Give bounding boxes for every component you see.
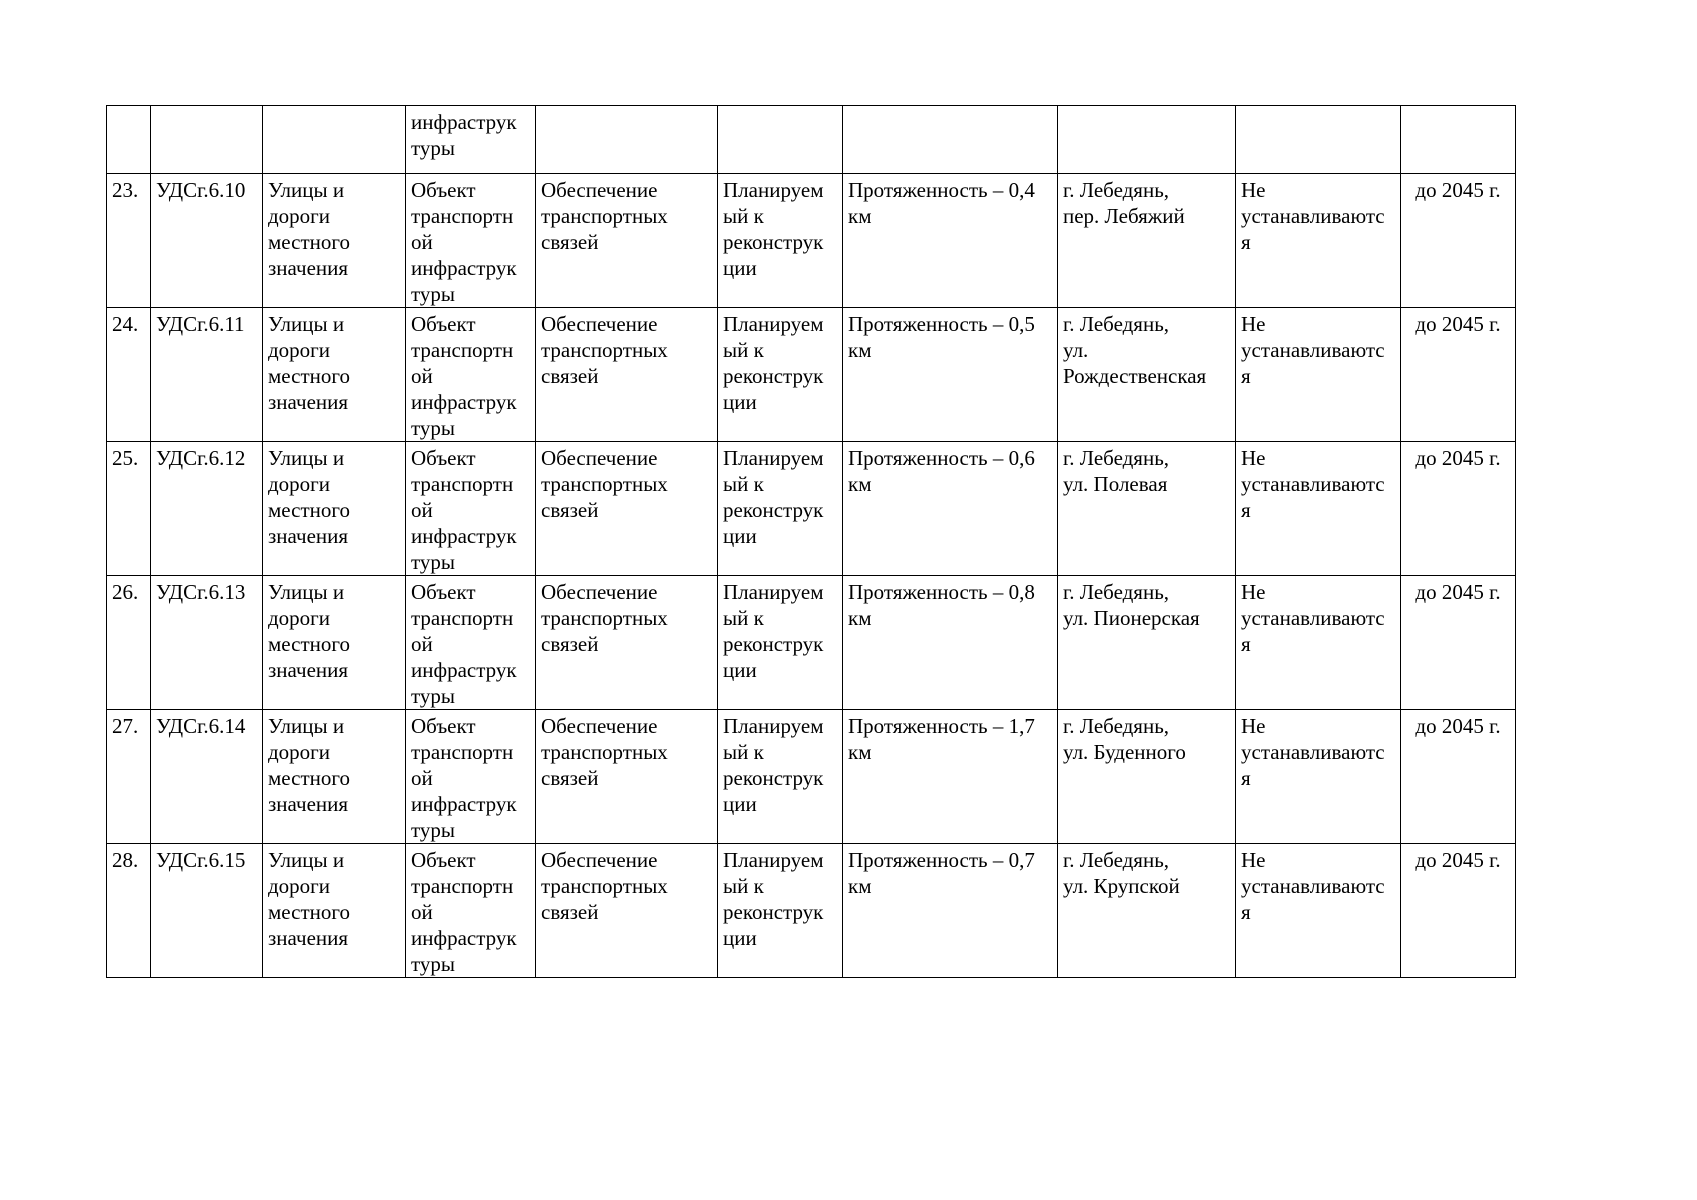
cell-line: ции — [723, 658, 757, 682]
cell-line: устанавливаютс — [1241, 204, 1385, 228]
cell-line: транспортных — [541, 874, 668, 898]
cell-line: Не — [1241, 848, 1266, 872]
cell-line: Не — [1241, 714, 1266, 738]
cell-line: транспортн — [411, 606, 514, 630]
cell-length — [843, 106, 1058, 174]
cell-line: транспортн — [411, 472, 514, 496]
deadline-text: до 2045 г. — [1415, 848, 1501, 872]
cell-line: транспортных — [541, 606, 668, 630]
cell-line: км — [848, 874, 872, 898]
cell-line: значения — [268, 390, 349, 414]
cell-line: Улицы и — [268, 580, 345, 604]
cell-line: Протяженность – 0,6 — [848, 446, 1035, 470]
cell-line: Не — [1241, 312, 1266, 336]
cell-type — [406, 106, 536, 174]
cell-line: дороги — [268, 338, 331, 362]
cell-code — [151, 174, 263, 308]
cell-category — [263, 710, 406, 844]
object-code: УДСг.6.10 — [156, 178, 246, 202]
cell-length — [843, 442, 1058, 576]
cell-line: я — [1241, 230, 1251, 254]
cell-line: Протяженность – 1,7 — [848, 714, 1035, 738]
cell-type — [406, 174, 536, 308]
cell-line: г. Лебедянь, — [1063, 848, 1170, 872]
cell-line: ый к — [723, 874, 764, 898]
object-code: УДСг.6.15 — [156, 848, 246, 872]
cell-line: реконструк — [723, 900, 824, 924]
cell-line: ул. Полевая — [1063, 472, 1168, 496]
cell-deadline — [1401, 308, 1516, 442]
cell-line: Планируем — [723, 848, 824, 872]
cell-line: ый к — [723, 740, 764, 764]
cell-line: ции — [723, 792, 757, 816]
cell-line: устанавливаютс — [1241, 606, 1385, 630]
cell-line: местного — [268, 632, 350, 656]
cell-length — [843, 710, 1058, 844]
deadline-text: до 2045 г. — [1415, 446, 1501, 470]
cell-length — [843, 308, 1058, 442]
cell-length — [843, 174, 1058, 308]
cell-line: пер. Лебяжий — [1063, 204, 1185, 228]
cell-line: ции — [723, 926, 757, 950]
cell-line: транспортных — [541, 204, 668, 228]
cell-length — [843, 844, 1058, 978]
cell-line: транспортных — [541, 472, 668, 496]
cell-location — [1058, 442, 1236, 576]
cell-line: Обеспечение — [541, 714, 658, 738]
cell-deadline — [1401, 106, 1516, 174]
cell-line: связей — [541, 230, 599, 254]
cell-purpose — [536, 844, 718, 978]
cell-num — [107, 106, 151, 174]
cell-line: я — [1241, 632, 1251, 656]
cell-length — [843, 576, 1058, 710]
cell-deadline — [1401, 174, 1516, 308]
cell-line: г. Лебедянь, — [1063, 580, 1170, 604]
deadline-text: до 2045 г. — [1415, 714, 1501, 738]
cell-line: дороги — [268, 472, 331, 496]
cell-line: ой — [411, 364, 433, 388]
cell-num — [107, 576, 151, 710]
cell-status — [718, 844, 843, 978]
cell-line: я — [1241, 364, 1251, 388]
cell-line: Обеспечение — [541, 446, 658, 470]
cell-line: Не — [1241, 446, 1266, 470]
cell-line: транспортных — [541, 338, 668, 362]
table-row-continuation — [107, 106, 1516, 174]
cell-line: Обеспечение — [541, 580, 658, 604]
cell-type — [406, 308, 536, 442]
cell-line: инфраструк — [411, 256, 517, 280]
cell-num — [107, 442, 151, 576]
cell-code — [151, 844, 263, 978]
row-number: 23. — [112, 178, 139, 202]
cell-code — [151, 576, 263, 710]
cell-purpose — [536, 442, 718, 576]
cell-line: я — [1241, 498, 1251, 522]
object-code: УДСг.6.14 — [156, 714, 246, 738]
cell-num — [107, 174, 151, 308]
cell-category — [263, 576, 406, 710]
cell-line: значения — [268, 524, 349, 548]
cell-line: связей — [541, 766, 599, 790]
cell-line: устанавливаютс — [1241, 740, 1385, 764]
cell-line: Обеспечение — [541, 312, 658, 336]
cell-deadline — [1401, 710, 1516, 844]
cell-code — [151, 308, 263, 442]
cell-category — [263, 174, 406, 308]
cell-line: ой — [411, 498, 433, 522]
cell-line: Улицы и — [268, 178, 345, 202]
cell-line: дороги — [268, 204, 331, 228]
cell-line: туры — [411, 416, 456, 440]
object-code: УДСг.6.12 — [156, 446, 246, 470]
cell-purpose — [536, 308, 718, 442]
cell-line: Планируем — [723, 714, 824, 738]
cell-line: значения — [268, 792, 349, 816]
deadline-text: до 2045 г. — [1415, 312, 1501, 336]
cell-line: Объект — [411, 178, 476, 202]
cell-line: ции — [723, 524, 757, 548]
row-number: 26. — [112, 580, 139, 604]
cell-code — [151, 106, 263, 174]
row-number: 25. — [112, 446, 139, 470]
cell-zones — [1236, 308, 1401, 442]
cell-line: ой — [411, 230, 433, 254]
cell-line: туры — [411, 818, 456, 842]
cell-line: транспортн — [411, 338, 514, 362]
cell-line: инфраструк — [411, 792, 517, 816]
table-row — [107, 710, 1516, 844]
cell-line: инфраструк — [411, 658, 517, 682]
cell-line: ул. Буденного — [1063, 740, 1186, 764]
cell-line: связей — [541, 364, 599, 388]
cell-line: реконструк — [723, 498, 824, 522]
cell-line: туры — [411, 136, 456, 160]
cell-line: инфраструк — [411, 390, 517, 414]
cell-location — [1058, 174, 1236, 308]
cell-line: Объект — [411, 848, 476, 872]
cell-line: км — [848, 472, 872, 496]
cell-line: реконструк — [723, 766, 824, 790]
cell-line: Обеспечение — [541, 178, 658, 202]
row-number: 24. — [112, 312, 139, 336]
cell-code — [151, 710, 263, 844]
cell-line: связей — [541, 632, 599, 656]
cell-zones — [1236, 442, 1401, 576]
cell-type — [406, 844, 536, 978]
cell-status — [718, 710, 843, 844]
cell-line: местного — [268, 900, 350, 924]
cell-line: транспортных — [541, 740, 668, 764]
deadline-text: до 2045 г. — [1415, 178, 1501, 202]
cell-line: инфраструк — [411, 110, 517, 134]
cell-line: устанавливаютс — [1241, 338, 1385, 362]
deadline-text: до 2045 г. — [1415, 580, 1501, 604]
cell-line: местного — [268, 364, 350, 388]
cell-line: Объект — [411, 312, 476, 336]
object-code: УДСг.6.13 — [156, 580, 246, 604]
cell-line: Объект — [411, 580, 476, 604]
cell-line: ул. — [1063, 338, 1089, 362]
cell-location — [1058, 576, 1236, 710]
cell-num — [107, 308, 151, 442]
cell-line: ый к — [723, 338, 764, 362]
cell-line: дороги — [268, 874, 331, 898]
cell-category — [263, 844, 406, 978]
cell-line: значения — [268, 926, 349, 950]
cell-purpose — [536, 106, 718, 174]
row-number: 28. — [112, 848, 139, 872]
cell-line: Обеспечение — [541, 848, 658, 872]
cell-category — [263, 308, 406, 442]
cell-line: ой — [411, 900, 433, 924]
cell-num — [107, 710, 151, 844]
cell-line: км — [848, 606, 872, 630]
cell-line: дороги — [268, 740, 331, 764]
cell-purpose — [536, 710, 718, 844]
table-row — [107, 442, 1516, 576]
cell-code — [151, 442, 263, 576]
cell-line: туры — [411, 550, 456, 574]
cell-location — [1058, 844, 1236, 978]
cell-line: Улицы и — [268, 848, 345, 872]
cell-line: реконструк — [723, 364, 824, 388]
cell-line: Протяженность – 0,7 — [848, 848, 1035, 872]
cell-line: значения — [268, 256, 349, 280]
table-row — [107, 308, 1516, 442]
cell-line: ой — [411, 766, 433, 790]
cell-line: инфраструк — [411, 524, 517, 548]
cell-line: реконструк — [723, 230, 824, 254]
cell-zones — [1236, 844, 1401, 978]
cell-zones — [1236, 576, 1401, 710]
cell-status — [718, 576, 843, 710]
cell-line: Протяженность – 0,4 — [848, 178, 1035, 202]
cell-line: местного — [268, 498, 350, 522]
cell-line: туры — [411, 282, 456, 306]
cell-line: км — [848, 204, 872, 228]
cell-line: Не — [1241, 178, 1266, 202]
cell-line: км — [848, 740, 872, 764]
cell-line: реконструк — [723, 632, 824, 656]
cell-purpose — [536, 576, 718, 710]
cell-status — [718, 308, 843, 442]
cell-line: туры — [411, 684, 456, 708]
cell-line: транспортн — [411, 740, 514, 764]
cell-line: Улицы и — [268, 714, 345, 738]
table-body — [107, 174, 1516, 978]
object-code: УДСг.6.11 — [156, 312, 245, 336]
cell-line: транспортн — [411, 874, 514, 898]
cell-line: инфраструк — [411, 926, 517, 950]
cell-line: ый к — [723, 606, 764, 630]
cell-status — [718, 106, 843, 174]
cell-line: местного — [268, 766, 350, 790]
cell-type — [406, 442, 536, 576]
cell-status — [718, 442, 843, 576]
cell-line: связей — [541, 498, 599, 522]
cell-line: Планируем — [723, 580, 824, 604]
cell-line: ый к — [723, 204, 764, 228]
cell-line: г. Лебедянь, — [1063, 312, 1170, 336]
cell-line: транспортн — [411, 204, 514, 228]
cell-line: связей — [541, 900, 599, 924]
cell-line: Рождественская — [1063, 364, 1207, 388]
cell-line: г. Лебедянь, — [1063, 178, 1170, 202]
cell-line: Протяженность – 0,8 — [848, 580, 1035, 604]
cell-line: Улицы и — [268, 446, 345, 470]
cell-location — [1058, 710, 1236, 844]
cell-location — [1058, 308, 1236, 442]
table-row — [107, 174, 1516, 308]
cell-status — [718, 174, 843, 308]
cell-zones — [1236, 710, 1401, 844]
cell-line: Улицы и — [268, 312, 345, 336]
cell-line: Планируем — [723, 178, 824, 202]
cell-zones — [1236, 106, 1401, 174]
cell-category — [263, 106, 406, 174]
cell-category — [263, 442, 406, 576]
cell-type — [406, 576, 536, 710]
cell-type — [406, 710, 536, 844]
cell-line: ой — [411, 632, 433, 656]
cell-line: устанавливаютс — [1241, 472, 1385, 496]
cell-line: туры — [411, 952, 456, 976]
cell-deadline — [1401, 442, 1516, 576]
cell-line: я — [1241, 766, 1251, 790]
cell-purpose — [536, 174, 718, 308]
row-number: 27. — [112, 714, 139, 738]
cell-line: дороги — [268, 606, 331, 630]
cell-num — [107, 844, 151, 978]
cell-line: Протяженность – 0,5 — [848, 312, 1035, 336]
cell-line: км — [848, 338, 872, 362]
cell-line: ции — [723, 390, 757, 414]
cell-line: ый к — [723, 472, 764, 496]
table-row — [107, 844, 1516, 978]
cell-zones — [1236, 174, 1401, 308]
cell-line: г. Лебедянь, — [1063, 446, 1170, 470]
cell-line: Не — [1241, 580, 1266, 604]
cell-line: значения — [268, 658, 349, 682]
cell-line: Объект — [411, 446, 476, 470]
table-row — [107, 576, 1516, 710]
cell-line: устанавливаютс — [1241, 874, 1385, 898]
cell-line: я — [1241, 900, 1251, 924]
cell-deadline — [1401, 844, 1516, 978]
cell-location — [1058, 106, 1236, 174]
cell-deadline — [1401, 576, 1516, 710]
cell-line: г. Лебедянь, — [1063, 714, 1170, 738]
cell-line: ул. Пионерская — [1063, 606, 1200, 630]
cell-line: Планируем — [723, 312, 824, 336]
cell-line: местного — [268, 230, 350, 254]
cell-line: Объект — [411, 714, 476, 738]
cell-line: ул. Крупской — [1063, 874, 1180, 898]
document-table — [106, 105, 1516, 978]
cell-line: Планируем — [723, 446, 824, 470]
cell-line: ции — [723, 256, 757, 280]
